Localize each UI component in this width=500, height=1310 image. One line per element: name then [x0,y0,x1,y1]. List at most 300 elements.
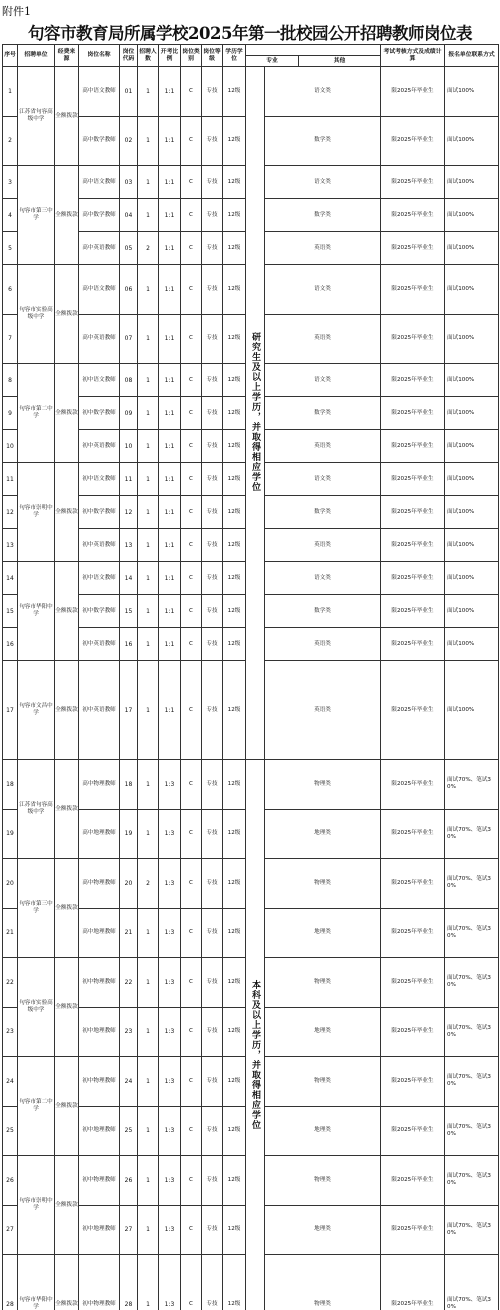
table-row [3,67,499,117]
cell-other: 限2025年毕业生 [381,67,445,117]
header-seq: 序号 [3,45,18,67]
cell-post-code: 12 [120,496,138,529]
cell-major: 物理类 [265,1057,381,1107]
cell-post-name: 初中地理教师 [79,1106,120,1156]
cell-major: 物理类 [265,760,381,810]
cell-post-code: 25 [120,1106,138,1156]
cell-exam: 面试70%、笔试30% [445,1205,499,1255]
cell-post-code: 08 [120,364,138,397]
cell-unit: 句容市实验高级中学 [18,958,55,1057]
cell-other: 限2025年毕业生 [381,1106,445,1156]
cell-post-code: 15 [120,595,138,628]
cell-post-code: 11 [120,463,138,496]
cell-ratio: 1:1 [159,232,181,265]
cell-seq: 11 [3,463,18,496]
cell-unit: 句容市实验高级中学 [18,265,55,364]
cell-funding: 全额拨款 [55,265,79,364]
cell-unit: 江苏省句容高级中学 [18,67,55,166]
education-requirement: 本科及以上学历，并取得相应学位 [250,980,260,1130]
cell-ratio: 1:1 [159,496,181,529]
cell-type: 专技 [202,1007,223,1057]
cell-grade: 12级 [223,1156,246,1206]
cell-post-name: 高中英语教师 [79,314,120,364]
cell-type: 专技 [202,809,223,859]
cell-post-code: 19 [120,809,138,859]
cell-major: 语文类 [265,364,381,397]
cell-ratio: 1:1 [159,595,181,628]
cell-type: 专技 [202,529,223,562]
cell-other: 限2025年毕业生 [381,661,445,760]
cell-grade: 12级 [223,199,246,232]
cell-major: 物理类 [265,859,381,909]
cell-type: 专技 [202,265,223,315]
cell-count: 1 [138,1007,159,1057]
cell-post-name: 初中地理教师 [79,1007,120,1057]
cell-exam: 面试100% [445,67,499,117]
cell-other: 限2025年毕业生 [381,908,445,958]
cell-seq: 14 [3,562,18,595]
cell-other: 限2025年毕业生 [381,958,445,1008]
cell-major: 物理类 [265,1156,381,1206]
cell-post-code: 07 [120,314,138,364]
cell-major: 地理类 [265,908,381,958]
header-category: 岗位类别 [181,45,202,67]
cell-other: 限2025年毕业生 [381,116,445,166]
cell-category: C [181,67,202,117]
cell-funding: 全额拨款 [55,760,79,859]
cell-post-name: 高中地理教师 [79,809,120,859]
cell-post-name: 高中语文教师 [79,67,120,117]
cell-grade: 12级 [223,595,246,628]
cell-other: 限2025年毕业生 [381,760,445,810]
cell-post-name: 高中英语教师 [79,232,120,265]
cell-category: C [181,908,202,958]
cell-other: 限2025年毕业生 [381,529,445,562]
cell-category: C [181,1255,202,1310]
cell-post-name: 初中物理教师 [79,958,120,1008]
cell-category: C [181,562,202,595]
cell-other: 限2025年毕业生 [381,595,445,628]
cell-ratio: 1:1 [159,364,181,397]
cell-major: 英语类 [265,232,381,265]
cell-other: 限2025年毕业生 [381,1255,445,1310]
cell-ratio: 1:3 [159,908,181,958]
cell-post-code: 24 [120,1057,138,1107]
cell-ratio: 1:3 [159,859,181,909]
cell-unit: 句容市第三中学 [18,166,55,265]
cell-count: 1 [138,760,159,810]
cell-post-code: 18 [120,760,138,810]
cell-unit: 句容市华阳中学 [18,562,55,661]
cell-count: 1 [138,166,159,199]
cell-ratio: 1:1 [159,397,181,430]
cell-unit: 句容市崇明中学 [18,463,55,562]
cell-ratio: 1:1 [159,314,181,364]
cell-seq: 19 [3,809,18,859]
cell-category: C [181,628,202,661]
cell-post-name: 初中数学教师 [79,496,120,529]
cell-ratio: 1:1 [159,529,181,562]
cell-post-code: 09 [120,397,138,430]
cell-type: 专技 [202,1255,223,1310]
cell-exam: 面试100% [445,628,499,661]
cell-ratio: 1:3 [159,760,181,810]
cell-count: 1 [138,529,159,562]
cell-type: 专技 [202,314,223,364]
cell-ratio: 1:3 [159,958,181,1008]
cell-other: 限2025年毕业生 [381,463,445,496]
cell-funding: 全额拨款 [55,1057,79,1156]
cell-exam: 面试100% [445,463,499,496]
cell-type: 专技 [202,397,223,430]
cell-major: 英语类 [265,430,381,463]
positions-table [2,44,499,1310]
cell-seq: 10 [3,430,18,463]
cell-grade: 12级 [223,1205,246,1255]
cell-type: 专技 [202,166,223,199]
cell-exam: 面试100% [445,661,499,760]
cell-exam: 面试70%、笔试30% [445,1156,499,1206]
cell-count: 1 [138,430,159,463]
cell-exam: 面试100% [445,314,499,364]
cell-ratio: 1:1 [159,628,181,661]
cell-ratio: 1:1 [159,199,181,232]
cell-count: 1 [138,314,159,364]
education-requirement: 研究生及以上学历，并取得相应学位 [250,332,260,492]
cell-unit: 句容市文昌中学 [18,661,55,760]
cell-seq: 18 [3,760,18,810]
cell-count: 2 [138,232,159,265]
cell-seq: 16 [3,628,18,661]
cell-category: C [181,1156,202,1206]
cell-post-name: 高中语文教师 [79,265,120,315]
header-funding: 经费来源 [55,45,79,67]
cell-grade: 12级 [223,463,246,496]
cell-exam: 面试100% [445,397,499,430]
cell-post-code: 23 [120,1007,138,1057]
cell-ratio: 1:3 [159,809,181,859]
cell-type: 专技 [202,1057,223,1107]
cell-category: C [181,1205,202,1255]
cell-other: 限2025年毕业生 [381,562,445,595]
cell-major: 数学类 [265,116,381,166]
cell-count: 1 [138,1156,159,1206]
attachment-label: 附件1 [2,3,31,19]
cell-ratio: 1:1 [159,463,181,496]
cell-other: 限2025年毕业生 [381,397,445,430]
cell-count: 1 [138,199,159,232]
cell-funding: 全额拨款 [55,562,79,661]
cell-type: 专技 [202,430,223,463]
header-major: 专业 [246,56,299,67]
cell-post-code: 27 [120,1205,138,1255]
cell-grade: 12级 [223,562,246,595]
cell-count: 1 [138,463,159,496]
cell-other: 限2025年毕业生 [381,1057,445,1107]
cell-seq: 23 [3,1007,18,1057]
cell-grade: 12级 [223,1057,246,1107]
cell-post-name: 初中英语教师 [79,628,120,661]
cell-count: 2 [138,859,159,909]
cell-ratio: 1:1 [159,265,181,315]
cell-grade: 12级 [223,397,246,430]
cell-seq: 28 [3,1255,18,1310]
cell-grade: 12级 [223,1007,246,1057]
cell-post-name: 初中英语教师 [79,430,120,463]
cell-grade: 12级 [223,661,246,760]
cell-post-code: 04 [120,199,138,232]
cell-seq: 8 [3,364,18,397]
cell-major: 英语类 [265,314,381,364]
header-grade: 岗位等级 [202,45,223,67]
cell-major: 英语类 [265,661,381,760]
cell-major: 语文类 [265,463,381,496]
cell-count: 1 [138,1255,159,1310]
cell-funding: 全额拨款 [55,1156,79,1255]
cell-category: C [181,1057,202,1107]
cell-seq: 9 [3,397,18,430]
cell-post-name: 初中地理教师 [79,1205,120,1255]
cell-major: 地理类 [265,1106,381,1156]
cell-count: 1 [138,397,159,430]
cell-seq: 2 [3,116,18,166]
cell-type: 专技 [202,628,223,661]
cell-seq: 17 [3,661,18,760]
cell-category: C [181,166,202,199]
cell-post-name: 初中英语教师 [79,529,120,562]
cell-grade: 12级 [223,314,246,364]
cell-major: 语文类 [265,265,381,315]
header-post-name: 岗位名称 [79,45,120,67]
cell-type: 专技 [202,67,223,117]
cell-major: 英语类 [265,529,381,562]
cell-count: 1 [138,1205,159,1255]
cell-post-name: 初中数学教师 [79,397,120,430]
cell-exam: 面试100% [445,364,499,397]
header-exam: 考试考核方式及成绩计算 [381,45,445,67]
cell-other: 限2025年毕业生 [381,628,445,661]
cell-count: 1 [138,496,159,529]
cell-post-name: 高中物理教师 [79,760,120,810]
cell-major: 数学类 [265,496,381,529]
cell-category: C [181,529,202,562]
cell-major: 地理类 [265,809,381,859]
cell-category: C [181,397,202,430]
cell-type: 专技 [202,1156,223,1206]
cell-exam: 面试100% [445,232,499,265]
cell-ratio: 1:1 [159,166,181,199]
cell-grade: 12级 [223,232,246,265]
cell-major: 地理类 [265,1007,381,1057]
cell-funding: 全额拨款 [55,859,79,958]
cell-ratio: 1:1 [159,562,181,595]
cell-other: 限2025年毕业生 [381,1156,445,1206]
cell-grade: 12级 [223,760,246,810]
cell-type: 专技 [202,116,223,166]
cell-other: 限2025年毕业生 [381,199,445,232]
cell-major: 地理类 [265,1205,381,1255]
cell-count: 1 [138,1106,159,1156]
cell-post-name: 高中物理教师 [79,859,120,909]
cell-grade: 12级 [223,529,246,562]
cell-post-name: 初中物理教师 [79,1057,120,1107]
cell-seq: 26 [3,1156,18,1206]
header-education: 学历学位 [223,45,246,67]
cell-count: 1 [138,958,159,1008]
cell-seq: 24 [3,1057,18,1107]
cell-seq: 25 [3,1106,18,1156]
cell-type: 专技 [202,199,223,232]
cell-funding: 全额拨款 [55,166,79,265]
cell-ratio: 1:3 [159,1106,181,1156]
cell-major: 英语类 [265,628,381,661]
cell-grade: 12级 [223,364,246,397]
cell-type: 专技 [202,562,223,595]
cell-seq: 4 [3,199,18,232]
cell-major: 语文类 [265,562,381,595]
cell-seq: 3 [3,166,18,199]
cell-count: 1 [138,67,159,117]
cell-type: 专技 [202,958,223,1008]
cell-post-code: 17 [120,661,138,760]
cell-major: 物理类 [265,1255,381,1310]
cell-exam: 面试100% [445,430,499,463]
cell-grade: 12级 [223,1255,246,1310]
cell-other: 限2025年毕业生 [381,364,445,397]
cell-unit: 句容市第二中学 [18,364,55,463]
cell-post-name: 初中数学教师 [79,595,120,628]
cell-category: C [181,859,202,909]
cell-type: 专技 [202,496,223,529]
cell-exam: 面试70%、笔试30% [445,1106,499,1156]
cell-exam: 面试70%、笔试30% [445,1057,499,1107]
cell-category: C [181,232,202,265]
cell-major: 数学类 [265,199,381,232]
cell-post-code: 14 [120,562,138,595]
cell-category: C [181,595,202,628]
cell-exam: 面试100% [445,166,499,199]
cell-exam: 面试100% [445,199,499,232]
cell-count: 1 [138,908,159,958]
cell-funding: 全额拨款 [55,958,79,1057]
cell-ratio: 1:1 [159,116,181,166]
cell-type: 专技 [202,859,223,909]
cell-unit: 江苏省句容高级中学 [18,760,55,859]
cell-funding: 全额拨款 [55,463,79,562]
cell-seq: 20 [3,859,18,909]
cell-count: 1 [138,1057,159,1107]
cell-post-name: 高中数学教师 [79,116,120,166]
cell-type: 专技 [202,364,223,397]
cell-ratio: 1:3 [159,1057,181,1107]
cell-seq: 5 [3,232,18,265]
cell-ratio: 1:3 [159,1156,181,1206]
cell-major: 语文类 [265,166,381,199]
cell-unit: 句容市崇明中学 [18,1156,55,1255]
cell-seq: 21 [3,908,18,958]
cell-major: 物理类 [265,958,381,1008]
header-unit: 招聘单位 [18,45,55,67]
cell-post-code: 03 [120,166,138,199]
cell-grade: 12级 [223,1106,246,1156]
cell-unit: 句容市第三中学 [18,859,55,958]
cell-seq: 6 [3,265,18,315]
cell-exam: 面试100% [445,562,499,595]
cell-type: 专技 [202,1205,223,1255]
cell-ratio: 1:3 [159,1007,181,1057]
cell-other: 限2025年毕业生 [381,496,445,529]
cell-post-name: 高中语文教师 [79,166,120,199]
cell-grade: 12级 [223,628,246,661]
cell-category: C [181,809,202,859]
cell-other: 限2025年毕业生 [381,314,445,364]
cell-category: C [181,116,202,166]
cell-type: 专技 [202,595,223,628]
cell-exam: 面试70%、笔试30% [445,809,499,859]
cell-post-code: 02 [120,116,138,166]
cell-exam: 面试70%、笔试30% [445,1255,499,1310]
cell-exam: 面试70%、笔试30% [445,908,499,958]
cell-ratio: 1:1 [159,430,181,463]
cell-other: 限2025年毕业生 [381,265,445,315]
cell-count: 1 [138,628,159,661]
cell-funding: 全额拨款 [55,1255,79,1310]
cell-ratio: 1:3 [159,1205,181,1255]
cell-post-code: 21 [120,908,138,958]
cell-count: 1 [138,661,159,760]
cell-category: C [181,314,202,364]
cell-category: C [181,463,202,496]
cell-seq: 1 [3,67,18,117]
cell-post-code: 06 [120,265,138,315]
cell-grade: 12级 [223,166,246,199]
cell-category: C [181,1106,202,1156]
cell-unit: 句容市华阳中学 [18,1255,55,1310]
cell-post-name: 初中物理教师 [79,1255,120,1310]
cell-category: C [181,958,202,1008]
cell-post-name: 初中物理教师 [79,1156,120,1206]
cell-post-name: 初中语文教师 [79,562,120,595]
cell-count: 1 [138,265,159,315]
cell-exam: 面试70%、笔试30% [445,859,499,909]
header-other: 其他 [299,56,381,67]
cell-category: C [181,760,202,810]
cell-post-code: 26 [120,1156,138,1206]
header-count: 招聘人数 [138,45,159,67]
cell-category: C [181,364,202,397]
cell-post-code: 01 [120,67,138,117]
header-ratio: 开考比例 [159,45,181,67]
cell-ratio: 1:1 [159,661,181,760]
cell-funding: 全额拨款 [55,364,79,463]
cell-seq: 13 [3,529,18,562]
cell-funding: 全额拨款 [55,661,79,760]
cell-category: C [181,430,202,463]
header-post-code: 岗位代码 [120,45,138,67]
cell-seq: 22 [3,958,18,1008]
cell-grade: 12级 [223,908,246,958]
cell-other: 限2025年毕业生 [381,166,445,199]
cell-ratio: 1:1 [159,67,181,117]
cell-category: C [181,265,202,315]
cell-exam: 面试70%、笔试30% [445,1007,499,1057]
cell-type: 专技 [202,232,223,265]
cell-count: 1 [138,595,159,628]
cell-post-name: 初中语文教师 [79,463,120,496]
cell-type: 专技 [202,760,223,810]
cell-other: 限2025年毕业生 [381,232,445,265]
cell-category: C [181,1007,202,1057]
